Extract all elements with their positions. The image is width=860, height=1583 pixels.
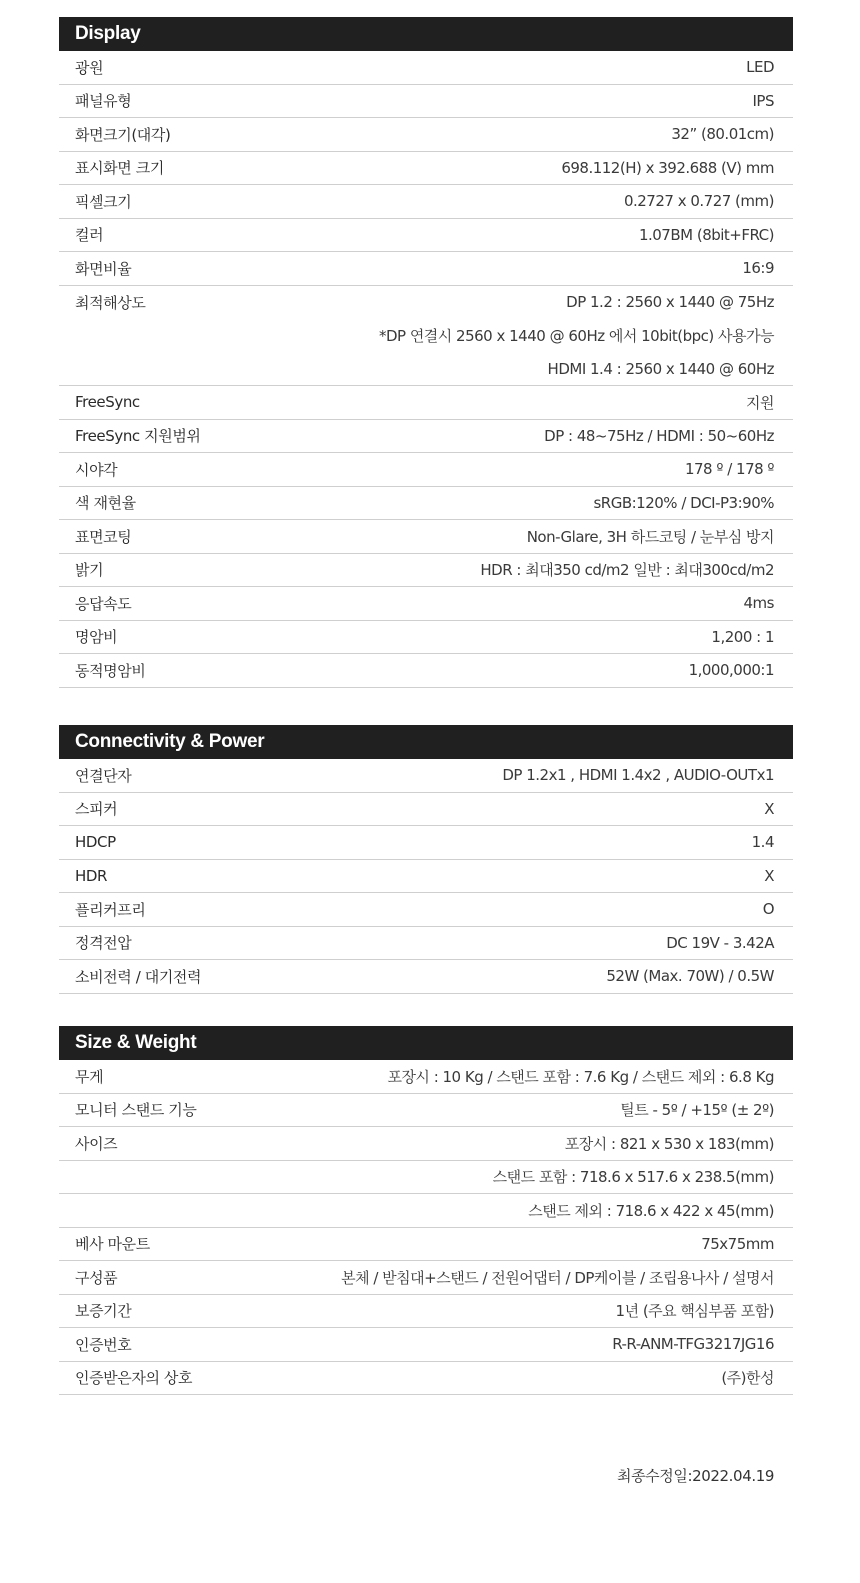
spec-row	[59, 1362, 793, 1396]
spec-value: 스탠드 포함 : 718.6 x 517.6 x 238.5(mm)	[492, 1168, 774, 1187]
spec-row	[59, 1228, 793, 1262]
display-header: Display	[59, 17, 793, 51]
spec-label: 최적해상도	[75, 293, 146, 312]
spec-value: 4ms	[743, 594, 774, 613]
spec-value: sRGB:120% / DCI-P3:90%	[593, 493, 774, 512]
spec-row	[59, 554, 793, 588]
spec-value: 스탠드 제외 : 718.6 x 422 x 45(mm)	[528, 1201, 774, 1220]
spec-row	[59, 927, 793, 961]
spec-row	[59, 319, 793, 353]
spec-label: 플리커프리	[75, 900, 146, 919]
spec-value: 1,000,000:1	[688, 661, 774, 680]
spec-label: 보증기간	[75, 1302, 132, 1321]
spec-label: 광원	[75, 58, 104, 77]
spec-row	[59, 960, 793, 994]
spec-label: 패널유형	[75, 92, 132, 111]
spec-value: 1,200 : 1	[711, 627, 774, 646]
spec-label: 인증번호	[75, 1335, 132, 1354]
spec-label: 화면비율	[75, 259, 132, 278]
spec-value: 포장시 : 10 Kg / 스탠드 포함 : 7.6 Kg / 스탠드 제외 : 6.8 Kg	[387, 1067, 774, 1086]
spec-row	[59, 893, 793, 927]
spec-row	[59, 85, 793, 119]
spec-value: 지원	[746, 393, 774, 412]
spec-row	[59, 453, 793, 487]
spec-value: 틸트 - 5º / +15º (± 2º)	[620, 1101, 774, 1120]
spec-label: FreeSync 지원범위	[75, 427, 201, 446]
spec-value: DP : 48~75Hz / HDMI : 50~60Hz	[544, 426, 774, 445]
spec-row	[59, 185, 793, 219]
spec-label: FreeSync	[75, 393, 140, 412]
spec-row	[59, 793, 793, 827]
spec-value: R-R-ANM-TFG3217JG16	[612, 1335, 774, 1354]
spec-value: 1.4	[751, 833, 774, 852]
spec-label: 구성품	[75, 1268, 118, 1287]
spec-row	[59, 759, 793, 793]
spec-value: IPS	[752, 91, 774, 110]
spec-row	[59, 353, 793, 387]
spec-value: 1.07BM (8bit+FRC)	[638, 225, 774, 244]
spec-value: 52W (Max. 70W) / 0.5W	[606, 967, 774, 986]
spec-row	[59, 286, 793, 320]
spec-label: HDCP	[75, 833, 116, 852]
spec-label: 무게	[75, 1067, 104, 1086]
spec-row	[59, 621, 793, 655]
spec-row	[59, 1127, 793, 1161]
spec-row	[59, 487, 793, 521]
spec-row	[59, 826, 793, 860]
size-header: Size & Weight	[59, 1026, 793, 1060]
spec-row	[59, 1094, 793, 1128]
spec-value: *DP 연결시 2560 x 1440 @ 60Hz 에서 10bit(bpc) 사용가능	[378, 327, 774, 346]
spec-row	[59, 1295, 793, 1329]
spec-row	[59, 1328, 793, 1362]
display-spec-list	[59, 51, 793, 688]
spec-value: 포장시 : 821 x 530 x 183(mm)	[564, 1134, 774, 1153]
spec-label: 동적명암비	[75, 661, 146, 680]
spec-value: HDR : 최대350 cd/m2 일반 : 최대300cd/m2	[480, 561, 774, 580]
size-spec-list	[59, 1060, 793, 1395]
connectivity-spec-list	[59, 759, 793, 994]
spec-value: O	[762, 900, 774, 919]
spec-value: HDMI 1.4 : 2560 x 1440 @ 60Hz	[547, 359, 774, 378]
spec-label: 스피커	[75, 800, 118, 819]
spec-value: 75x75mm	[701, 1234, 774, 1253]
spec-label: HDR	[75, 866, 108, 885]
spec-value: DP 1.2 : 2560 x 1440 @ 75Hz	[566, 293, 774, 312]
spec-row	[59, 420, 793, 454]
spec-row	[59, 252, 793, 286]
connectivity-header: Connectivity & Power	[59, 725, 793, 759]
spec-row	[59, 587, 793, 621]
spec-label: 소비전력 / 대기전력	[75, 967, 202, 986]
spec-row	[59, 1194, 793, 1228]
spec-label: 시야각	[75, 460, 118, 479]
spec-row	[59, 520, 793, 554]
spec-label: 인증받은자의 상호	[75, 1369, 193, 1388]
spec-row	[59, 1261, 793, 1295]
spec-row	[59, 654, 793, 688]
spec-row	[59, 1060, 793, 1094]
spec-value: (주)한성	[721, 1369, 774, 1388]
spec-row	[59, 219, 793, 253]
spec-row	[59, 1161, 793, 1195]
last-modified-date: 최종수정일:2022.04.19	[617, 1467, 774, 1485]
spec-value: LED	[746, 58, 774, 77]
spec-value: 698.112(H) x 392.688 (V) mm	[561, 158, 774, 177]
size-section	[59, 1026, 793, 1395]
spec-label: 컬러	[75, 226, 104, 245]
spec-label: 색 재현율	[75, 494, 136, 513]
spec-label: 모니터 스탠드 기능	[75, 1101, 197, 1120]
spec-row	[59, 386, 793, 420]
spec-label: 밝기	[75, 561, 104, 580]
spec-value: DC 19V - 3.42A	[666, 933, 774, 952]
connectivity-section	[59, 725, 793, 994]
spec-value: 32” (80.01cm)	[671, 125, 774, 144]
spec-value: X	[764, 866, 774, 885]
spec-value: DP 1.2x1 , HDMI 1.4x2 , AUDIO-OUTx1	[502, 766, 774, 785]
display-section	[59, 17, 793, 688]
spec-label: 화면크기(대각)	[75, 125, 171, 144]
spec-value: 16:9	[742, 259, 774, 278]
spec-row	[59, 51, 793, 85]
spec-label: 픽셀크기	[75, 192, 132, 211]
spec-label: 표면코팅	[75, 527, 132, 546]
spec-row	[59, 118, 793, 152]
spec-label: 응답속도	[75, 594, 132, 613]
spec-value: 0.2727 x 0.727 (mm)	[623, 192, 774, 211]
spec-row	[59, 152, 793, 186]
spec-value: 1년 (주요 핵심부품 포함)	[615, 1302, 774, 1321]
spec-label: 명암비	[75, 628, 118, 647]
spec-label: 정격전압	[75, 934, 132, 953]
spec-value: 178 º / 178 º	[684, 460, 774, 479]
spec-label: 연결단자	[75, 766, 132, 785]
spec-value: Non-Glare, 3H 하드코팅 / 눈부심 방지	[526, 527, 774, 546]
spec-label: 표시화면 크기	[75, 159, 164, 178]
spec-value: X	[764, 799, 774, 818]
spec-row	[59, 860, 793, 894]
spec-label: 베사 마운트	[75, 1235, 150, 1254]
spec-value: 본체 / 받침대+스탠드 / 전원어댑터 / DP케이블 / 조립용나사 / 설명서	[341, 1268, 774, 1287]
spec-label: 사이즈	[75, 1134, 118, 1153]
